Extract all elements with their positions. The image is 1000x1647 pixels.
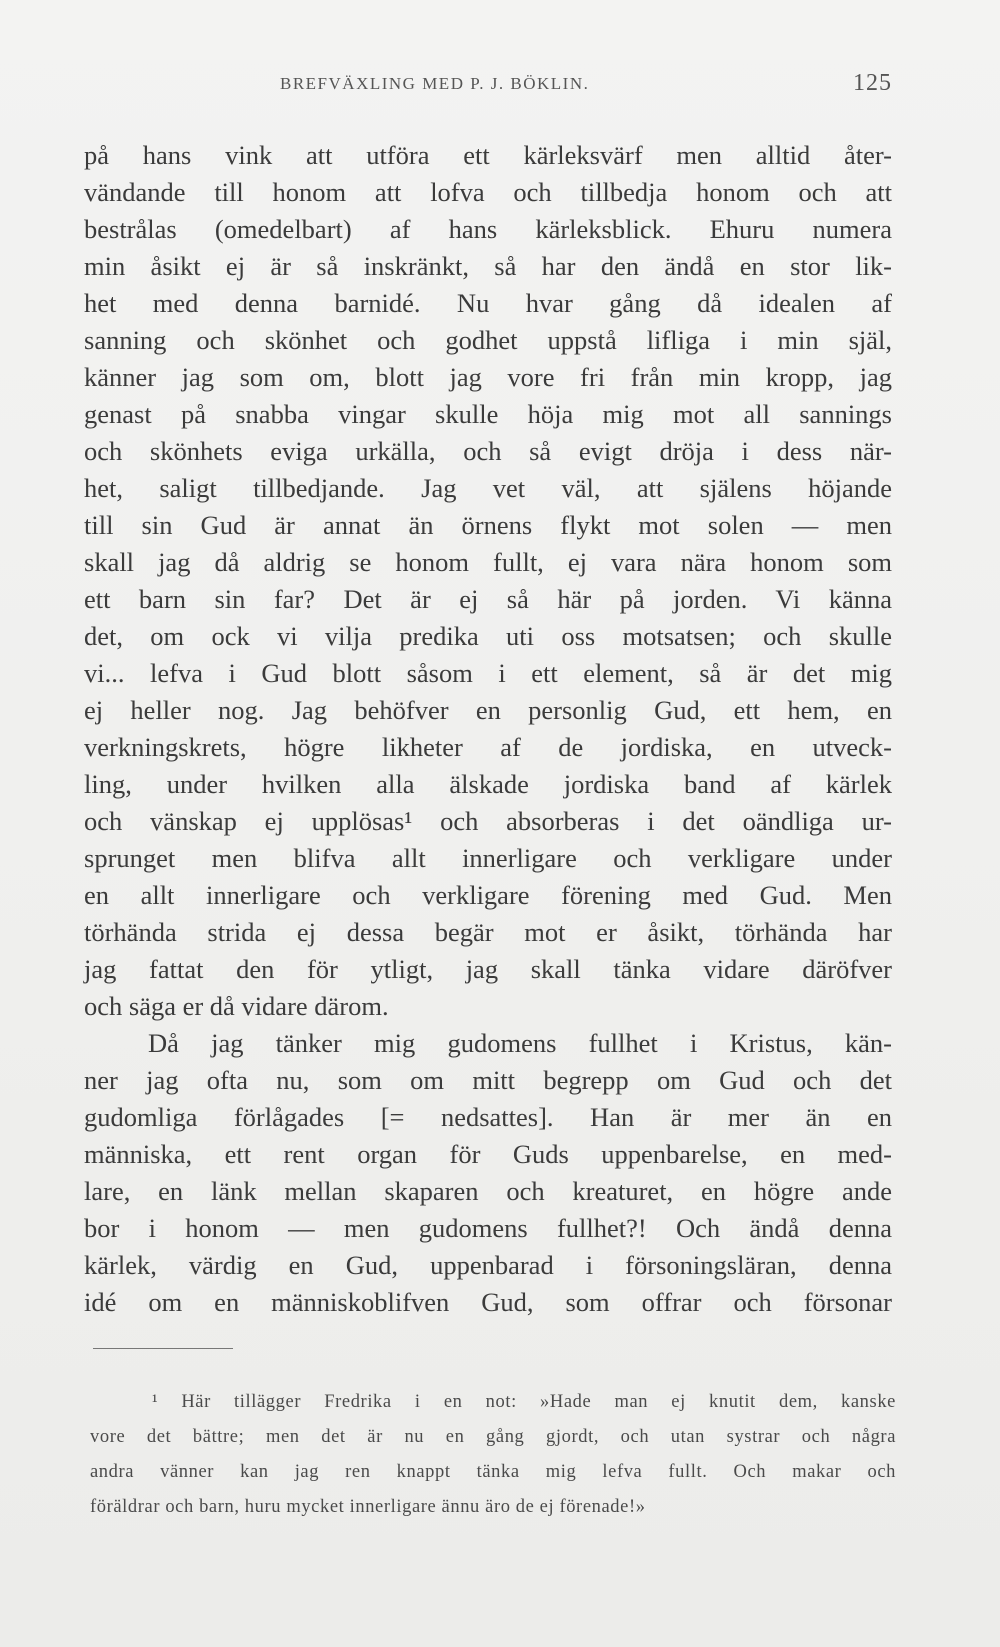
text-line: jag fattat den för ytligt, jag skall tänka vidare däröfver xyxy=(84,954,892,984)
text-line: sanning och skönhet och godhet uppstå lifliga i min själ, xyxy=(84,325,892,355)
footnote-rule xyxy=(93,1348,233,1349)
footnote-line: andra vänner kan jag ren knappt tänka mig lefva fullt. Och makar och xyxy=(90,1462,896,1482)
text-line: kärlek, värdig en Gud, uppenbarad i försoningsläran, denna xyxy=(84,1250,892,1280)
text-line: ett barn sin far? Det är ej så här på jorden. Vi känna xyxy=(84,584,892,614)
text-line: och skönhets eviga urkälla, och så evigt dröja i dess när- xyxy=(84,436,892,466)
text-line: ling, under hvilken alla älskade jordiska band af kärlek xyxy=(84,769,892,799)
text-line: och vänskap ej upplösas¹ och absorberas i det oändliga ur- xyxy=(84,806,892,836)
text-line: gudomliga förlågades [= nedsattes]. Han är mer än en xyxy=(84,1102,892,1132)
text-line: och säga er då vidare därom. xyxy=(84,991,389,1021)
text-line: het med denna barnidé. Nu hvar gång då idealen af xyxy=(84,288,892,318)
page-number: 125 xyxy=(853,70,892,96)
footnote xyxy=(90,1385,896,1525)
text-line: ej heller nog. Jag behöfver en personlig Gud, ett hem, en xyxy=(84,695,892,725)
text-line: till sin Gud är annat än örnens flykt mot solen — men xyxy=(84,510,892,540)
text-line: genast på snabba vingar skulle höja mig mot all sannings xyxy=(84,399,892,429)
text-line: min åsikt ej är så inskränkt, så har den ändå en stor lik- xyxy=(84,251,892,281)
text-line: vändande till honom att lofva och tillbedja honom och att xyxy=(84,177,892,207)
footnote-line: ¹ Här tillägger Fredrika i en not: »Hade man ej knutit dem, kanske xyxy=(152,1392,896,1412)
text-line: vi... lefva i Gud blott såsom i ett element, så är det mig xyxy=(84,658,892,688)
text-line: en allt innerligare och verkligare förening med Gud. Men xyxy=(84,880,892,910)
text-line: känner jag som om, blott jag vore fri från min kropp, jag xyxy=(84,362,892,392)
footnote-line: föräldrar och barn, huru mycket innerligare ännu äro de ej förenade!» xyxy=(90,1497,646,1517)
text-line: lare, en länk mellan skaparen och kreaturet, en högre ande xyxy=(84,1176,892,1206)
text-line: törhända strida ej dessa begär mot er åsikt, törhända har xyxy=(84,917,892,947)
text-line: idé om en människoblifven Gud, som offrar och försonar xyxy=(84,1287,892,1317)
text-line: bestrålas (omedelbart) af hans kärleksblick. Ehuru numera xyxy=(84,214,892,244)
text-line: bor i honom — men gudomens fullhet?! Och ändå denna xyxy=(84,1213,892,1243)
text-line: människa, ett rent organ för Guds uppenbarelse, en med- xyxy=(84,1139,892,1169)
page-header xyxy=(84,70,892,106)
text-line: sprunget men blifva allt innerligare och verkligare under xyxy=(84,843,892,873)
text-line: ner jag ofta nu, som om mitt begrepp om Gud och det xyxy=(84,1065,892,1095)
text-line: Då jag tänker mig gudomens fullhet i Kristus, kän- xyxy=(148,1028,892,1058)
text-line: på hans vink att utföra ett kärleksvärf men alltid åter- xyxy=(84,140,892,170)
footnote-line: vore det bättre; men det är nu en gång gjordt, och utan systrar och några xyxy=(90,1427,896,1447)
text-line: verkningskrets, högre likheter af de jordiska, en utveck- xyxy=(84,732,892,762)
text-line: det, om ock vi vilja predika uti oss motsatsen; och skulle xyxy=(84,621,892,651)
body-text xyxy=(84,137,892,1317)
running-head: BREFVÄXLING MED P. J. BÖKLIN. xyxy=(280,74,590,93)
text-line: het, saligt tillbedjande. Jag vet väl, att själens höjande xyxy=(84,473,892,503)
text-line: skall jag då aldrig se honom fullt, ej vara nära honom som xyxy=(84,547,892,577)
